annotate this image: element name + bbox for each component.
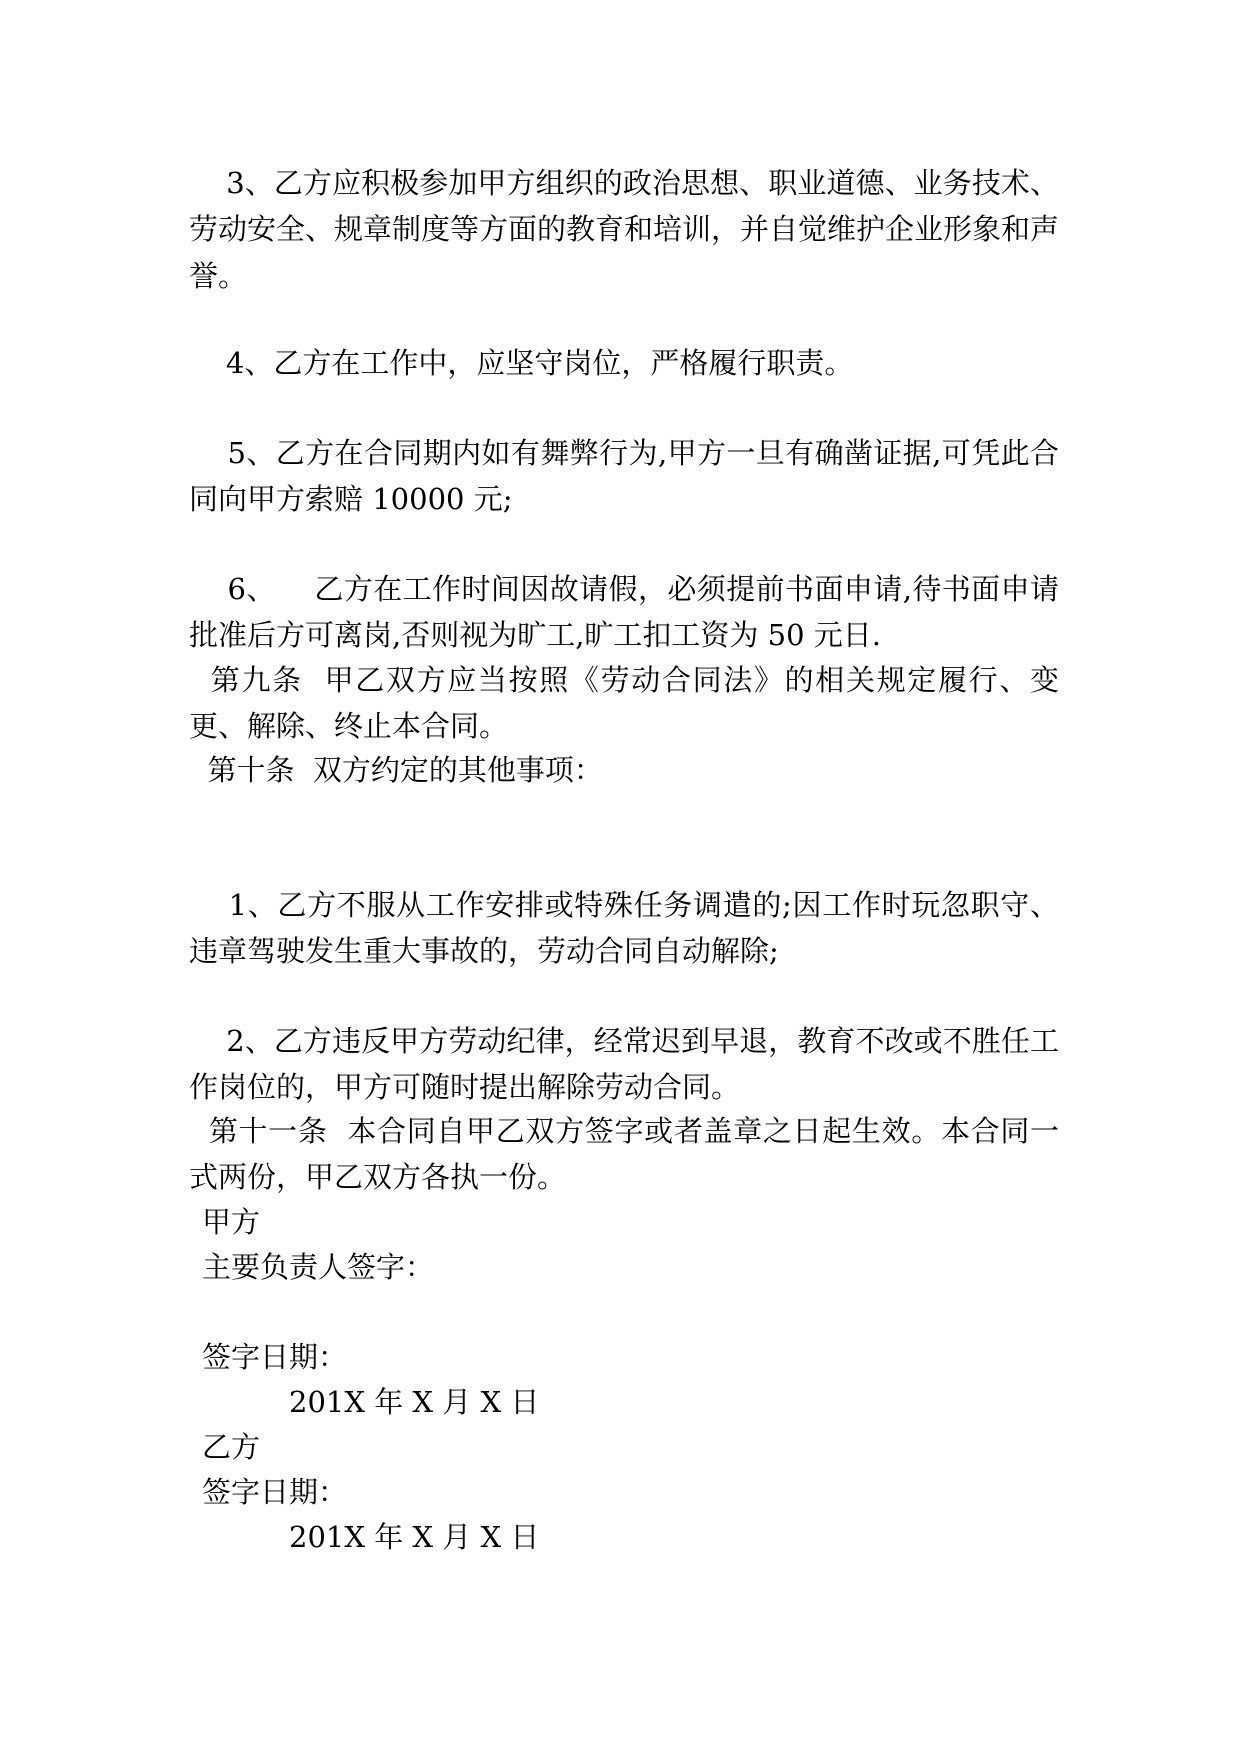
article-9: 第九条 甲乙双方应当按照《劳动合同法》的相关规定履行、变更、解除、终止本合同。 [189,663,1059,744]
other-item-1: 1、乙方不服从工作安排或特殊任务调遣的;因工作时玩忽职守、违章驾驶发生重大事故的，劳动合同自动解除; [189,888,1059,969]
article-10: 第十条 双方约定的其他事项： [189,753,603,787]
article-11: 第十一条 本合同自甲乙双方签字或者盖章之日起生效。本合同一式两份，甲乙双方各执一份。 [189,1114,1059,1195]
clause-3: 3、乙方应积极参加甲方组织的政治思想、职业道德、业务技术、劳动安全、规章制度等方面的教育和培训，并自觉维护企业形象和声誉。 [189,166,1060,293]
sign-date-b: 201X 年 X 月 X 日 [289,1520,540,1554]
sign-date-a: 201X 年 X 月 X 日 [289,1385,540,1419]
sign-date-label-b: 签字日期： [202,1475,348,1509]
party-b-label: 乙方 [202,1430,261,1464]
party-a-label: 甲方 [202,1205,261,1239]
sign-date-label-a: 签字日期： [202,1340,348,1374]
other-item-2: 2、乙方违反甲方劳动纪律，经常迟到早退，教育不改或不胜任工作岗位的，甲方可随时提出解除劳动合同。 [189,1024,1060,1105]
clause-5: 5、乙方在合同期内如有舞弊行为,甲方一旦有确凿证据,可凭此合同向甲方索赔 10000 元; [189,436,1060,517]
responsible-sign-label: 主要负责人签字： [202,1250,435,1284]
clause-4: 4、乙方在工作中，应坚守岗位，严格履行职责。 [189,346,854,380]
clause-6: 6、 乙方在工作时间因故请假，必须提前书面申请,待书面申请批准后方可离岗,否则视为旷工,旷工扣工资为 50 元日. [189,572,1060,653]
